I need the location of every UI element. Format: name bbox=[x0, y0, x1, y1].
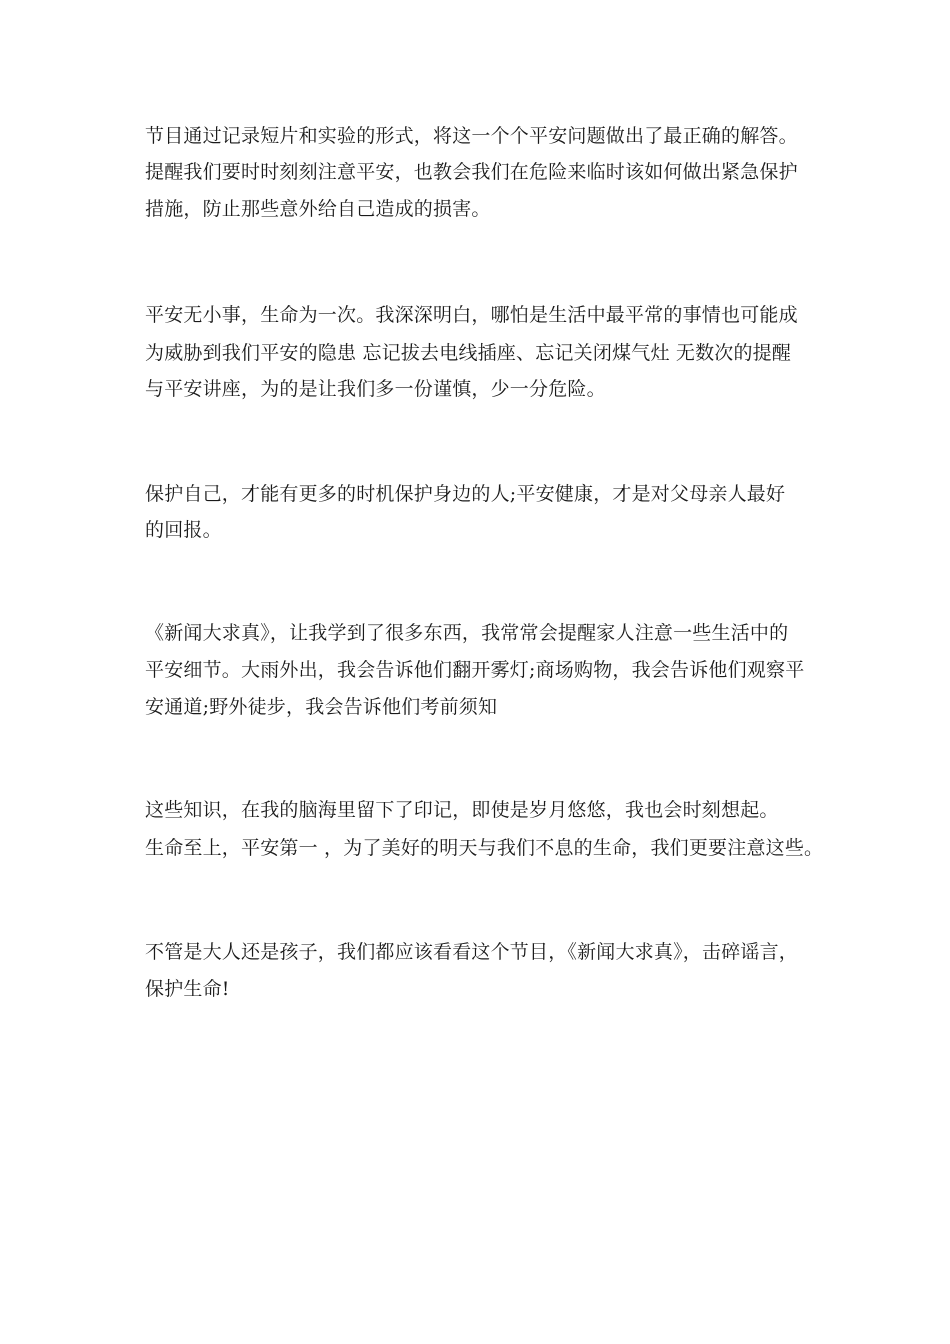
text-line: 不管是大人还是孩子，我们都应该看看这个节目，《新闻大求真》，击碎谣言， bbox=[145, 941, 799, 963]
text-line: 节目通过记录短片和实验的形式，将这一个个平安问题做出了最正确的解答。 bbox=[145, 125, 798, 147]
text-line: 为威胁到我们平安的隐患 忘记拔去电线插座、忘记关闭煤气灶 无数次的提醒 bbox=[145, 342, 792, 364]
text-line: 平安无小事，生命为一次。我深深明白，哪怕是生活中最平常的事情也可能成 bbox=[145, 304, 798, 326]
text-line: 与平安讲座，为的是让我们多一份谨慎，少一分危险。 bbox=[145, 378, 606, 400]
text-line: 保护自己，才能有更多的时机保护身边的人;平安健康，才是对父母亲人最好 bbox=[145, 483, 786, 505]
text-line: 保护生命! bbox=[145, 978, 230, 1000]
text-line: 《新闻大求真》，让我学到了很多东西，我常常会提醒家人注意一些生活中的 bbox=[145, 622, 789, 644]
text-line: 安通道;野外徒步，我会告诉他们考前须知 bbox=[145, 696, 498, 718]
text-line: 这些知识，在我的脑海里留下了印记，即使是岁月悠悠，我也会时刻想起。 bbox=[145, 799, 779, 821]
text-line: 平安细节。大雨外出，我会告诉他们翻开雾灯;商场购物，我会告诉他们观察平 bbox=[145, 659, 805, 681]
text-line: 提醒我们要时时刻刻注意平安，也教会我们在危险来临时该如何做出紧急保护 bbox=[145, 161, 798, 183]
text-line: 措施，防止那些意外给自己造成的损害。 bbox=[145, 198, 491, 220]
text-line: 生命至上，平安第一 ，为了美好的明天与我们不息的生命，我们更要注意这些。 bbox=[145, 837, 824, 859]
text-line: 的回报。 bbox=[145, 519, 222, 541]
